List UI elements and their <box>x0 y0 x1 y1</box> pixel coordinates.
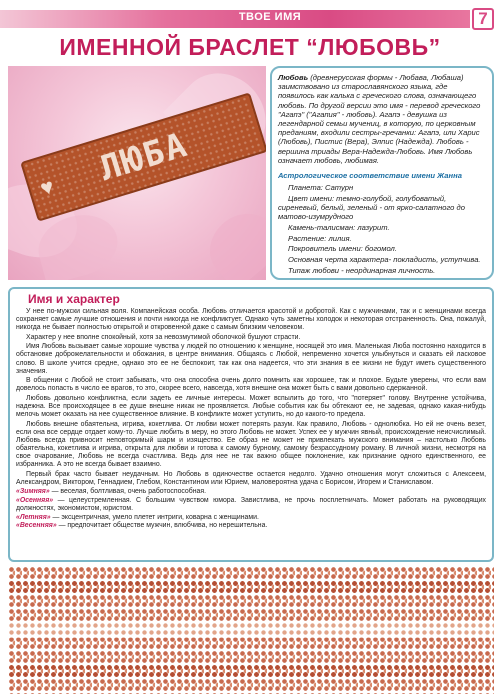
article-heading: Имя и характер <box>28 292 120 306</box>
article-paragraph: Любовь внешне обаятельна, игрива, кокетлива. От любви может потерять разум. Как правило, Любовь - однолюбка. Но ей не очень везет, если она все сердце отдает кому-то. Лучше любить в меру, но этого Любовь не может. Успех ее у мужчин явный, происхождение неисчислимый. Любовь всегда привносит неповторимый шарм и изящество. Ее образ не может не привлекать мужского внимания – настолько Любовь обаятельна, кокетлива и игрива, открыта для любви и готова к самому бурному, самому безрассудному роману. В личной жизни, несмотря на свое очарование, Любовь не всегда счастлива. Ведь для нее не так важно общее поклонение, как признание одного единственного, ее избранника. А это не всегда бывает взаимно. <box>16 420 486 469</box>
season-item <box>16 497 486 513</box>
season-item <box>16 514 486 522</box>
article-paragraph: Первый брак часто бывает неудачным. Но Любовь в одиночестве остается недолго. Удачно отношения могут сложиться с Алексеем, Александром, Виктором, Геннадием, Глебом, Константином или Юрием, маловероятна удача с Борисом, Игорем и Станиславом. <box>16 470 486 486</box>
astro-line: Основная черта характера- покладисть, уступчива. <box>288 255 481 265</box>
section-title: ТВОЕ ИМЯ <box>238 11 302 23</box>
article-paragraph: В общении с Любой не стоит забывать, что она способна очень долго помнить как хорошее, так и плохое. Будьте уверены, что если вам довелось попасть в число ее врагов, то это, скорее всего, навсегда, хотя внешне она может быть с вами довольно сдержанной. <box>16 377 486 393</box>
page-title: ИМЕННОЙ БРАСЛЕТ “ЛЮБОВЬ” <box>59 34 441 60</box>
season-name: «Осенняя» <box>16 497 54 505</box>
name-intro <box>278 73 486 165</box>
bracelet-word: ЛЮБА <box>95 124 193 190</box>
astro-line: Покровитель имени: богомол. <box>288 244 397 254</box>
season-name: «Зимняя» <box>16 488 50 496</box>
season-item <box>16 522 486 530</box>
season-text: — веселая, болтливая, очень работоспособная. <box>49 488 206 496</box>
article-paragraph: Имя Любовь вызывает самые хорошие чувства у людей по отношению к женщине, носящей это имя. Маленькая Люба постоянно находится в обстановке доброжелательности и обожания, в центре внимания. Общаясь с Любой, непременно хочется улыбнуться и сказать ей ласковое слово. В школе учится средне, однако это ее не беспокоит, так как она надеется, что эти знания в ее жизни не будут иметь существенного значения. <box>16 343 486 375</box>
season-item <box>16 488 486 496</box>
article-paragraph: Характер у нее вполне спокойный, хотя за невозмутимой оболочкой бушуют страсти. <box>26 333 301 341</box>
astro-line: Типаж любови - неординарная личность. <box>288 265 436 275</box>
bracelet-image <box>20 92 266 221</box>
article-paragraph: У нее по-мужски сильная воля. Компанейская особа. Любовь отличается красотой и добротой. Как с мужчинами, так и с женщинами всегда сохраняет самые лучшие отношения и почти никогда не конфликтует. Однако чуть заметны холодок и некоторая отстраненность. Она, пожалуй, никогда не бывает полностью открытой и откровенной даже с самым близким человеком. <box>16 308 486 332</box>
name-intro-text: (древнерусская формы - Любава, Любаша) заимствовано из старославянского языка, где появилось как калька с греческого слова, означающего любовь. По другой версии это имя - перевод греческого "Агапэ" ("Агапия" - любовь). Агапэ - девушка из легендарной семьи мучениц, в которую, по церковным преданиям, входили сестры-гречанки: Агапэ, или Харис (Любовь), Пистис (Вера), Элпис (Надежда). Любовь - вершина триады Вера-Надежда-Любовь. Имя Любовь означает любовь, любимая. <box>278 73 481 165</box>
name-word: Любовь <box>278 73 309 82</box>
season-name: «Весенняя» <box>16 522 57 530</box>
astro-line: Цвет имени: темно-голубой, голубоватый, сиреневый, белый, зеленый - от ярко-салатного до матово-изумрудного <box>278 193 465 222</box>
season-text: — эксцентричная, умело плетет интриги, коварна с женщинами. <box>50 513 259 521</box>
bead-pattern-chart <box>8 566 494 694</box>
season-text: — предпочитает обществе мужчин, влюбчива, но нерешительна. <box>56 522 268 530</box>
header-bar <box>0 8 500 30</box>
astro-title: Астрологическое соответствие имени Жанна <box>278 171 462 181</box>
bead-row-band <box>8 664 494 678</box>
astro-line: Камень-талисман: лазурит. <box>288 223 390 233</box>
bracelet-photo <box>8 66 266 280</box>
heart-icon: ♥ <box>37 173 58 202</box>
astro-line: Планета: Сатурн <box>288 183 354 193</box>
article-paragraph: Любовь довольно конфликтна, если задеть ее личные интересы. Может вспылить до того, что "потеряет" голову. Внутренне устойчива, надежна. Все происходящее в ее душе внешне никак не проявляется. Любые события как бы обтекают ее, не задевая, однако какая-нибудь мелочь может оказать на нее существенное влияние. В конфликте может уступить, но до какого-то предела. <box>16 394 486 419</box>
astro-line: Растение: лилия. <box>288 233 352 243</box>
season-name: «Летняя» <box>16 513 51 521</box>
article-box <box>8 287 494 562</box>
season-text: — целеустремленная. С большим чувством юмора. Завистлива, не прочь посплетничать. Может работать на руководящих должностях, экономистом, юристом. <box>16 497 486 513</box>
bead-row-band <box>8 580 494 594</box>
page-number: 7 <box>472 8 494 30</box>
name-info-box <box>270 66 494 280</box>
bead-row-pale <box>8 622 494 638</box>
